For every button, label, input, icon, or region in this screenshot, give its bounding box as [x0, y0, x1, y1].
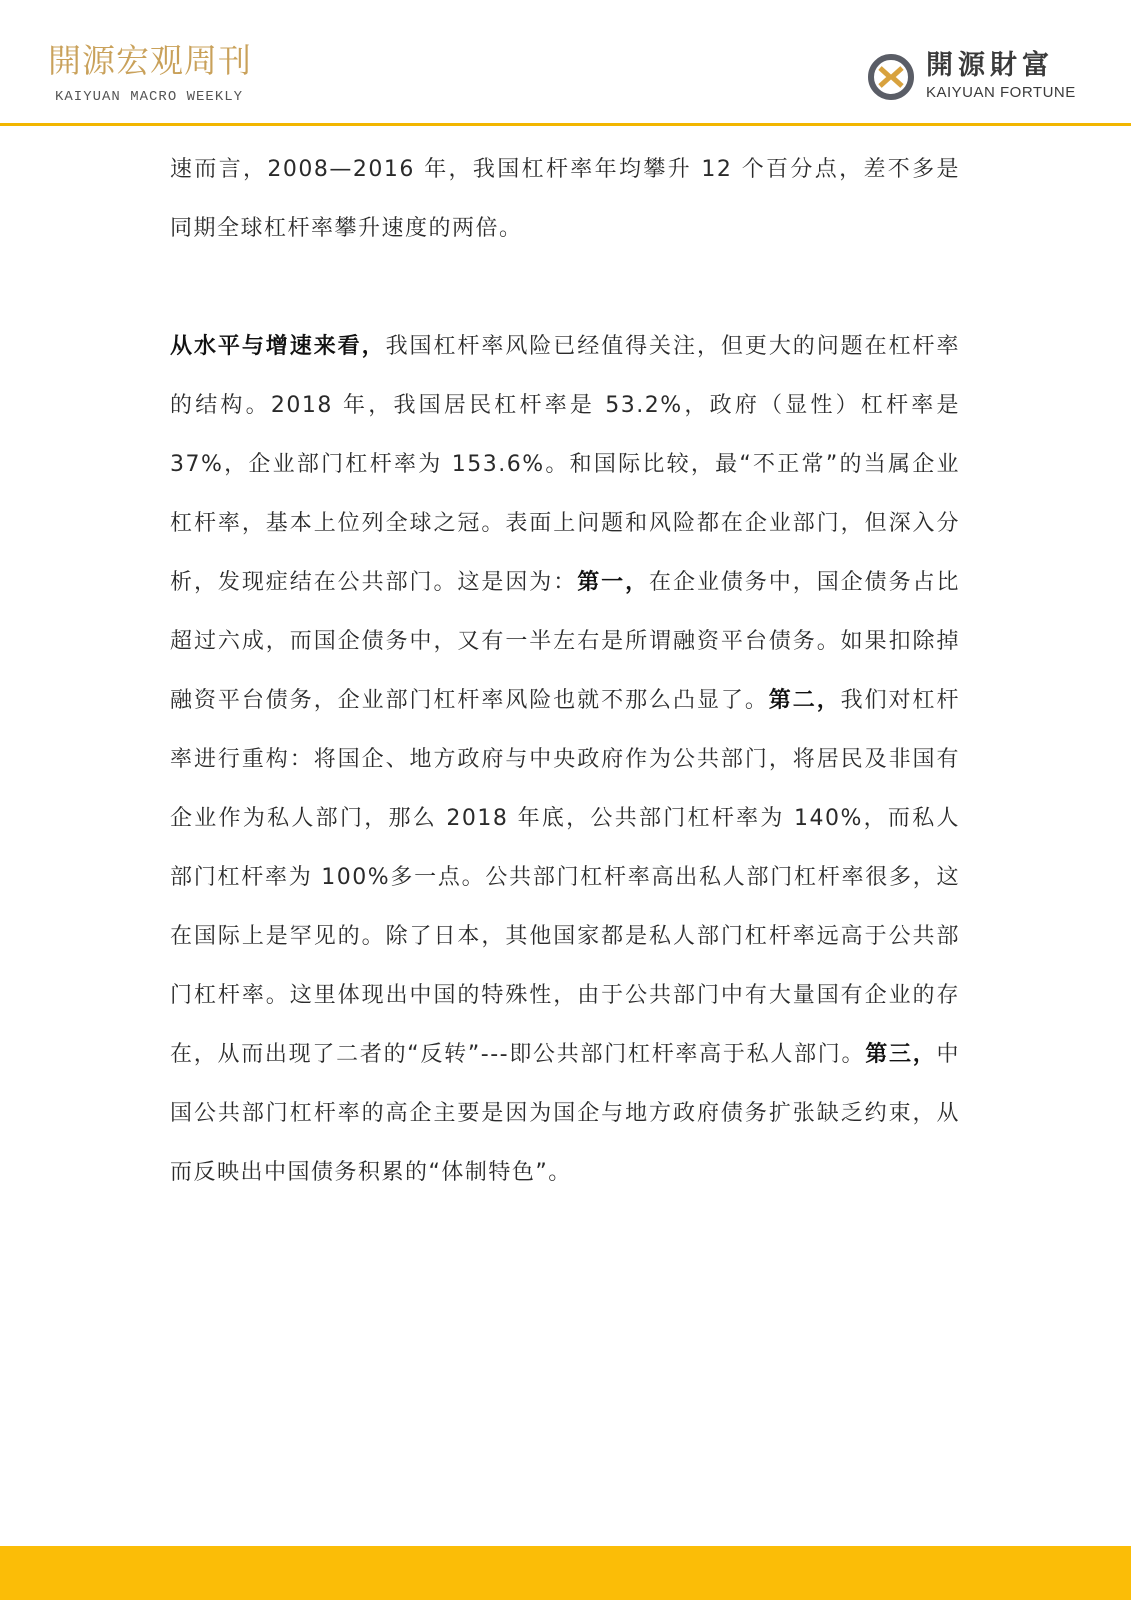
point-two-label: 第二， [768, 688, 841, 713]
paragraph-leverage-structure [170, 317, 960, 1202]
publication-title: 開源宏观周刊 [48, 41, 252, 80]
paragraph-text: 中国公共部门杠杆率的高企主要是因为国企与地方政府债务扩张缺乏约束，从而反映出中国债务积累的“体制特色”。 [170, 1042, 960, 1185]
paragraph-lead-bold: 从水平与增速来看， [170, 334, 386, 359]
header-divider [0, 123, 1131, 126]
paragraph-text: 我国杠杆率风险已经值得关注，但更大的问题在杠杆率的结构。2018 年，我国居民杠杆率是 53.2%，政府（显性）杠杆率是 37%，企业部门杠杆率为 153.6%。和国际比较，最“不正常”的当属企业杠杆率，基本上位列全球之冠。表面上问题和风险都在企业部门，但深入分析，发现症结在公共部门。这是因为： [170, 334, 960, 595]
footer-band [0, 1546, 1131, 1600]
paragraph-continued [170, 140, 960, 258]
logo-chinese-name: 開源財富 [926, 50, 1054, 81]
logo-english-name: KAIYUAN FORTUNE [926, 84, 1076, 101]
company-logo [866, 50, 1096, 106]
kaiyuan-logo-icon [866, 52, 916, 102]
point-three-label: 第三， [865, 1042, 937, 1067]
paragraph-text: 我们对杠杆率进行重构：将国企、地方政府与中央政府作为公共部门，将居民及非国有企业作为私人部门，那么 2018 年底，公共部门杠杆率为 140%，而私人部门杠杆率为 100%多一点。公共部门杠杆率高出私人部门杠杆率很多，这在国际上是罕见的。除了日本，其他国家都是私人部门杠杆率远高于公共部门杠杆率。这里体现出中国的特殊性，由于公共部门中有大量国有企业的存在，从而出现了二者的“反转”---即公共部门杠杆率高于私人部门。 [170, 688, 960, 1067]
point-one-label: 第一， [577, 570, 650, 595]
article-body [170, 140, 960, 1202]
paragraph-text: 速而言，2008—2016 年，我国杠杆率年均攀升 12 个百分点，差不多是同期全球杠杆率攀升速度的两倍。 [170, 157, 960, 241]
page-header [0, 0, 1131, 124]
paragraph-text: 在企业债务中，国企债务占比超过六成，而国企债务中，又有一半左右是所谓融资平台债务。如果扣除掉融资平台债务，企业部门杠杆率风险也就不那么凸显了。 [170, 570, 960, 713]
publication-subtitle: KAIYUAN MACRO WEEKLY [55, 89, 244, 105]
